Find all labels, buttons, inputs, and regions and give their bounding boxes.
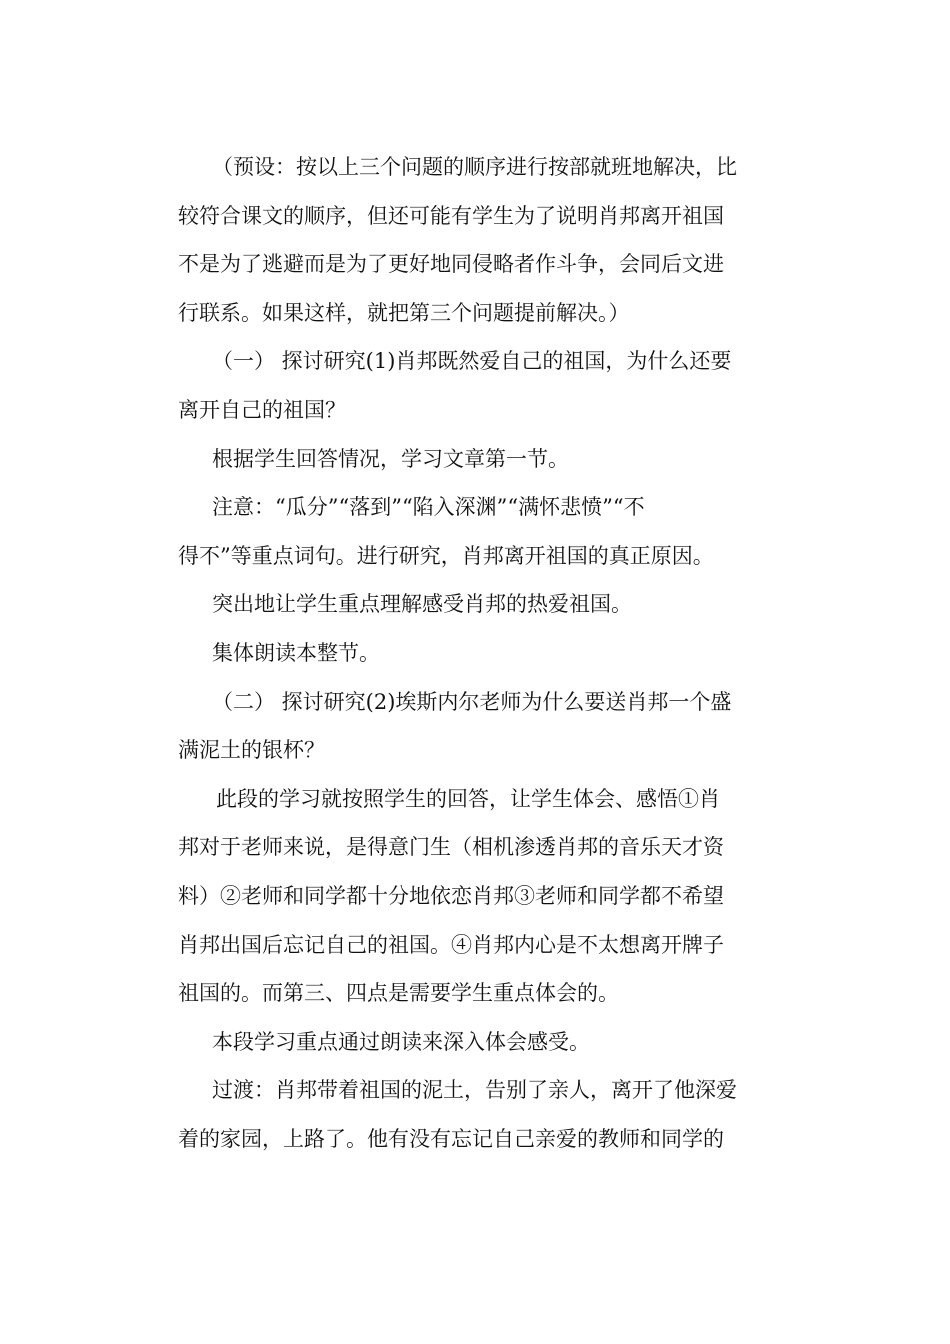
section-two-heading-line-1: （二） 探讨研究(2)埃斯内尔老师为什么要送肖邦一个盛 (212, 689, 732, 714)
paragraph-preset-line-4: 行联系。如果这样，就把第三个问题提前解决。） (178, 300, 630, 325)
section-two-heading-line-2: 满泥土的银杯？ (178, 738, 325, 763)
section-one-heading-line-1: （一） 探讨研究(1)肖邦既然爱自己的祖国，为什么还要 (212, 349, 732, 374)
section-one-note-line-2: 得不”等重点词句。进行研究，肖邦离开祖国的真正原因。 (178, 543, 714, 568)
paragraph-preset-line-2: 较符合课文的顺序，但还可能有学生为了说明肖邦离开祖国 (178, 203, 724, 228)
transition-line-2: 着的家园，上路了。他有没有忘记自己亲爱的教师和同学的 (178, 1126, 724, 1151)
section-one-instruction: 根据学生回答情况，学习文章第一节。 (212, 446, 569, 471)
paragraph-preset-line-1: （预设：按以上三个问题的顺序进行按部就班地解决，比 (212, 155, 737, 179)
section-one-reading: 集体朗读本整节。 (212, 640, 380, 665)
section-one-note-line-1: 注意：“瓜分”“落到”“陷入深渊”“满怀悲愤”“不 (212, 495, 645, 520)
section-two-focus: 本段学习重点通过朗读来深入体会感受。 (212, 1029, 590, 1054)
section-two-body-line-1: 此段的学习就按照学生的回答，让学生体会、感悟①肖 (216, 786, 720, 811)
section-one-heading-line-2: 离开自己的祖国？ (178, 397, 346, 422)
section-two-body-line-4: 肖邦出国后忘记自己的祖国。④肖邦内心是不太想离开牌子 (178, 932, 724, 957)
section-two-body-line-5: 祖国的。而第三、四点是需要学生重点体会的。 (178, 981, 619, 1006)
section-two-body-line-2: 邦对于老师来说，是得意门生（相机渗透肖邦的音乐天才资 (178, 835, 724, 860)
section-one-focus: 突出地让学生重点理解感受肖邦的热爱祖国。 (212, 592, 632, 617)
document-page (178, 143, 772, 1163)
transition-line-1: 过渡：肖邦带着祖国的泥土，告别了亲人，离开了他深爱 (212, 1078, 737, 1103)
section-two-body-line-3: 料）②老师和同学都十分地依恋肖邦③老师和同学都不希望 (178, 883, 724, 908)
paragraph-preset-line-3: 不是为了逃避而是为了更好地同侵略者作斗争，会同后文进 (178, 252, 724, 277)
